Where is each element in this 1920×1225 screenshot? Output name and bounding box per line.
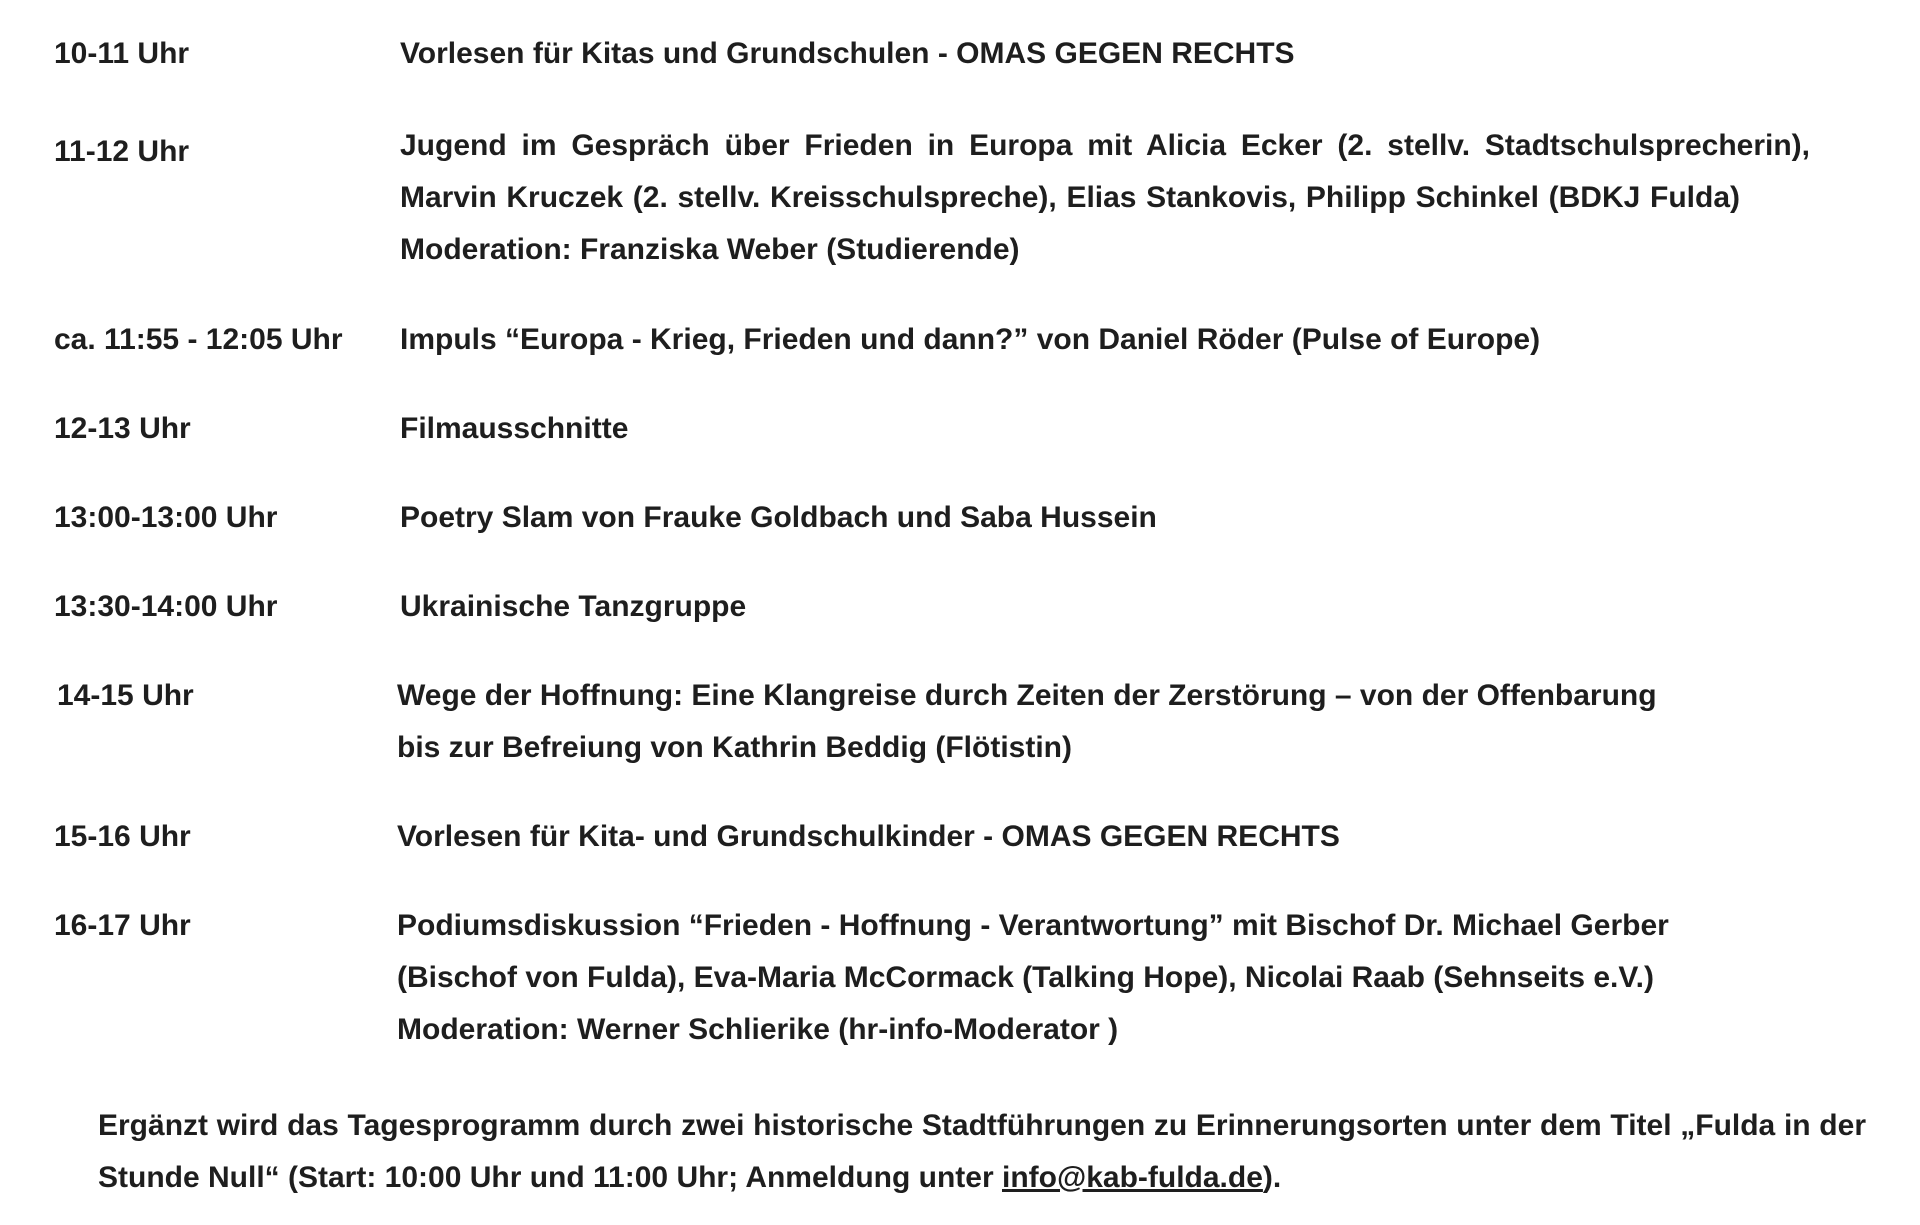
entry-line: bis zur Befreiung von Kathrin Beddig (Flötistin) — [397, 731, 1072, 764]
entry-time: 16-17 Uhr — [54, 909, 191, 942]
entry-description — [400, 492, 1810, 544]
entry-time: 15-16 Uhr — [54, 820, 191, 853]
entry-description — [400, 120, 1810, 276]
footer-note — [98, 1100, 1866, 1204]
entry-time: 13:00-13:00 Uhr — [54, 501, 278, 534]
entry-time: 13:30-14:00 Uhr — [54, 590, 278, 623]
entry-time: 14-15 Uhr — [57, 679, 194, 712]
entry-line: Moderation: Werner Schlierike (hr-info-Moderator ) — [397, 1013, 1119, 1046]
entry-time: 10-11 Uhr — [54, 37, 190, 70]
entry-line: Podiumsdiskussion “Frieden - Hoffnung - Verantwortung” mit Bischof Dr. Michael Gerber — [397, 909, 1669, 942]
entry-description — [397, 811, 1807, 863]
entry-time: 12-13 Uhr — [54, 412, 191, 445]
entry-line: Vorlesen für Kitas und Grundschulen - OMAS GEGEN RECHTS — [400, 37, 1295, 70]
entry-description — [400, 314, 1810, 366]
entry-text: Jugend im Gespräch über Frieden in Europa mit Alicia Ecker (2. stellv. Stadtschulsprecherin), Marvin Kruczek (2. stellv. Kreisschulspreche), Elias Stankovis, Philipp Schinkel (BDKJ Fulda) — [400, 129, 1810, 214]
entry-line: Ukrainische Tanzgruppe — [400, 590, 747, 623]
entry-description — [400, 581, 1810, 633]
entry-line: Poetry Slam von Frauke Goldbach und Saba Hussein — [400, 501, 1157, 534]
entry-description — [400, 28, 1810, 80]
entry-line: Filmausschnitte — [400, 412, 629, 445]
entry-line: (Bischof von Fulda), Eva-Maria McCormack (Talking Hope), Nicolai Raab (Sehnseits e.V.) — [397, 961, 1654, 994]
entry-line: Vorlesen für Kita- und Grundschulkinder - OMAS GEGEN RECHTS — [397, 820, 1340, 853]
entry-time: 11-12 Uhr — [54, 135, 190, 168]
email-link[interactable]: info@kab-fulda.de — [1001, 1161, 1263, 1194]
footer-text: Ergänzt wird das Tagesprogramm durch zwei historische Stadtführungen zu Erinnerungsorten unter dem Titel „Fulda in der Stunde Null“ (Start: 10:00 Uhr und 11:00 Uhr; Anmeldung unter — [98, 1109, 1866, 1194]
footer-text-end: ). — [1262, 1161, 1282, 1194]
entry-line: Impuls “Europa - Krieg, Frieden und dann?” von Daniel Röder (Pulse of Europe) — [400, 323, 1541, 356]
entry-line: Wege der Hoffnung: Eine Klangreise durch Zeiten der Zerstörung – von der Offenbarung — [397, 679, 1657, 712]
entry-description — [397, 670, 1807, 774]
entry-description — [397, 900, 1807, 1056]
entry-time: ca. 11:55 - 12:05 Uhr — [54, 323, 343, 356]
entry-description — [400, 403, 1810, 455]
entry-moderation: Moderation: Franziska Weber (Studierende) — [400, 233, 1020, 266]
